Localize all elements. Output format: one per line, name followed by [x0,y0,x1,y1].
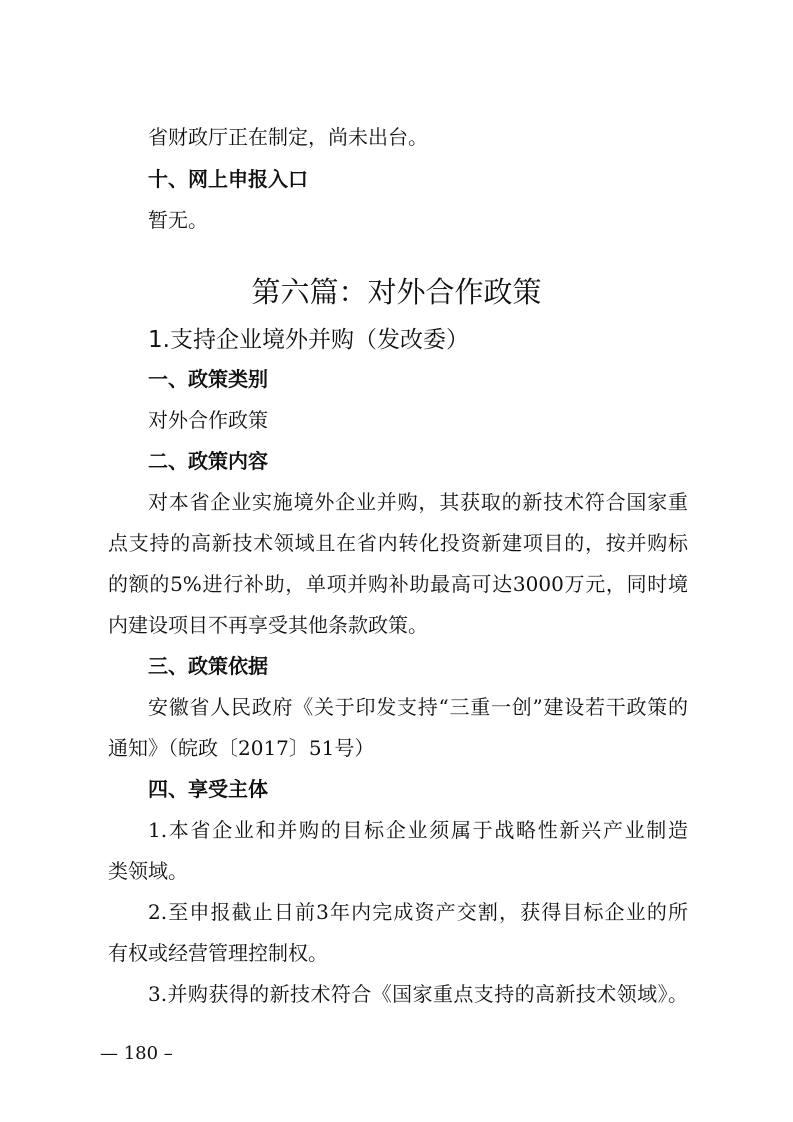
policy-category-value: 对外合作政策 [148,408,268,432]
policy-basis-line: 安徽省人民政府《关于印发支持“三重一创”建设若干政策的 [148,695,688,719]
policy-basis-line: 通知》（皖政〔2017〕51号） [108,736,375,760]
policy-content-line: 内建设项目不再享受其他条款政策。 [108,613,428,637]
online-entry-heading: 十、网上申报入口 [148,167,308,191]
page-number: — 180 – [100,1043,173,1064]
policy-content-line: 的额的5%进行补助，单项并购补助最高可达3000万元，同时境 [108,572,688,596]
policy-title: 1.支持企业境外并购（发改委） [148,327,469,353]
chapter-title: 第六篇：对外合作政策 [251,275,542,309]
policy-subject-line: 1.本省企业和并购的目标企业须属于战略性新兴产业制造 [148,818,688,842]
policy-subject-line: 有权或经营管理控制权。 [108,941,328,965]
policy-subject-line: 3.并购获得的新技术符合《国家重点支持的高新技术领域》。 [148,982,688,1006]
online-entry-value: 暂无。 [148,208,208,232]
policy-content-heading: 二、政策内容 [148,449,268,473]
policy-content-line: 对本省企业实施境外企业并购，其获取的新技术符合国家重 [148,490,688,514]
previous-section-tail-text: 省财政厅正在制定，尚未出台。 [148,125,428,149]
policy-basis-heading: 三、政策依据 [148,654,268,678]
policy-subject-line: 类领域。 [108,859,188,883]
policy-subject-line: 2.至申报截止日前3年内完成资产交割，获得目标企业的所 [148,900,688,924]
policy-category-heading: 一、政策类别 [148,367,268,391]
policy-content-line: 点支持的高新技术领域且在省内转化投资新建项目的，按并购标 [108,531,688,555]
policy-subject-heading: 四、享受主体 [148,777,268,801]
